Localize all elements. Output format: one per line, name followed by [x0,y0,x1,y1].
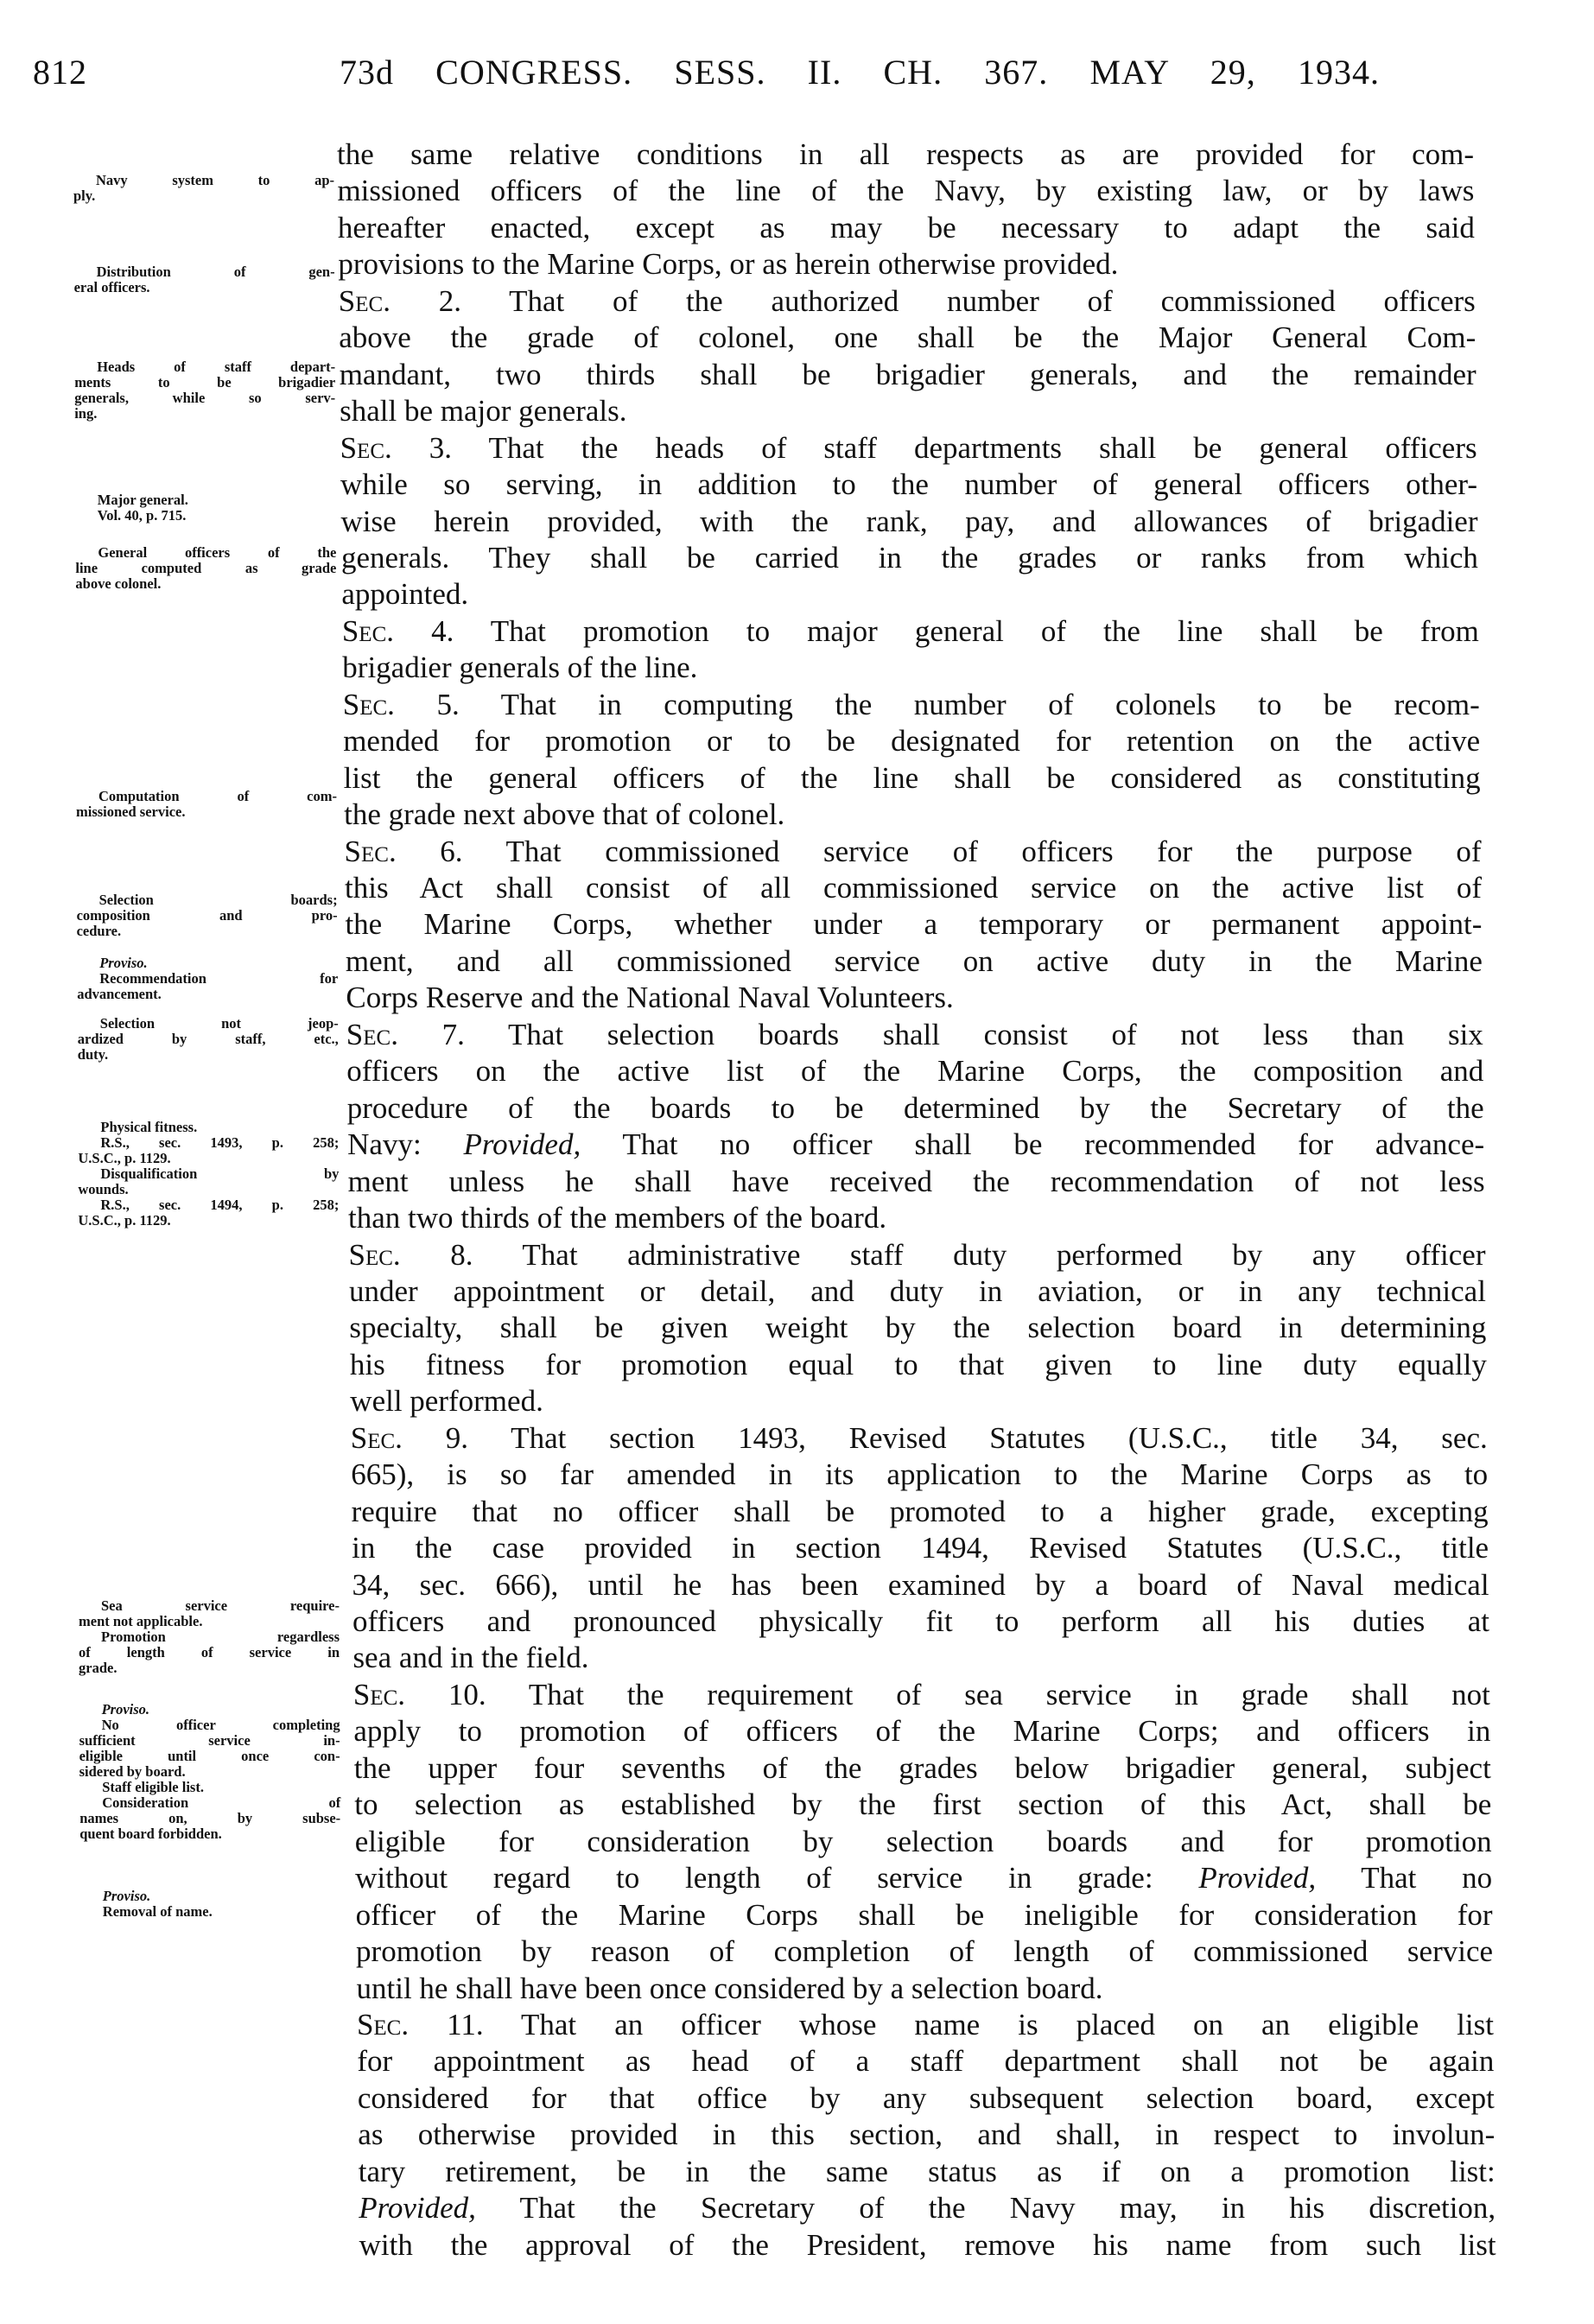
text-run: mandant, two thirds shall be brigadier generals, and the remainder [339,357,1477,391]
body-line [358,2117,1495,2153]
text-run: That the Secretary of the Navy may, in his discretion, [475,2191,1496,2226]
margin-note-line: Major general. [97,492,188,508]
text-run: than two thirds of the members of the board. [348,1201,887,1235]
margin-note-line: R.S., sec. 1494, p. 258; [100,1197,340,1213]
margin-note-line: U.S.C., p. 1129. [78,1150,171,1166]
text-run: That no [1316,1861,1493,1895]
text-run: officers and pronounced physically fit to perform all his duties at [352,1604,1489,1638]
margin-note-line: Vol. 40, p. 715. [97,507,187,524]
margin-note [75,492,336,524]
margin-note-line: Removal of name. [102,1903,213,1920]
text-run: Navy: [347,1127,464,1162]
margin-note-line: generals, while so serv- [74,390,336,406]
margin-note [74,264,335,295]
text-run: require that no officer shall be promoted to a higher grade, excepting [351,1494,1489,1528]
margin-note-line: General officers of the [98,544,337,561]
proviso-text: Provided, [359,2191,476,2226]
section-label: Sec. [352,1677,406,1711]
text-run: 10. That the requirement of sea service in grade shall not [405,1677,1490,1711]
margin-note-line: Disqualification by [100,1165,340,1182]
text-run: while so serving, in addition to the number of general officers other- [340,467,1478,502]
section-label: Sec. [344,834,397,868]
text-run: as otherwise provided in this section, and shall, in respect to involun- [358,2118,1496,2152]
text-run: wise herein provided, with the rank, pay, and allowances of brigadier [340,504,1478,538]
text-run: generals. They shall be carried in the grades or ranks from which [340,540,1478,575]
body-line [351,1420,1488,1457]
margin-note-line: Distribution of gen- [96,264,335,280]
body-line [353,1677,1490,1713]
body-line [338,246,1475,283]
margin-note [73,173,334,204]
text-run: considered for that office by any subsequent selection board, except [357,2080,1495,2115]
body-line [341,576,1478,613]
text-run: procedure of the boards to be determined by the Secretary of the [346,1090,1484,1125]
text-run: the upper four sevenths of the grades below brigadier general, subject [353,1750,1491,1785]
text-run: 3. That the heads of staff departments shall be general officers [391,430,1477,465]
section-label: Sec. [348,1237,401,1272]
body-line [342,650,1479,686]
body-line [346,980,1483,1016]
text-run: 665), is so far amended in its application to the Marine Corps as to [351,1457,1489,1492]
running-head: 73d CONGRESS. SESS. II. CH. 367. MAY 29, 1934. [340,53,1380,92]
margin-note-line: names on, by subse- [79,1810,341,1826]
margin-note [75,545,336,592]
text-run: mended for promotion or to be designated for retention on the active [343,724,1481,759]
section-label: Sec. [356,2007,410,2041]
text-run: until he shall have been once considered by a selection board. [356,1971,1103,2005]
text-run: missioned officers of the line of the Navy, by existing law, or by laws [337,174,1475,208]
margin-note-line: grade. [79,1660,117,1676]
body-line [337,173,1474,209]
text-run: above the grade of colonel, one shall be the Major General Com- [339,321,1477,355]
text-run: without regard to length of service in grade: [355,1861,1199,1895]
body-line [345,870,1482,906]
margin-note-line: Selection boards; [98,892,338,908]
text-run: list the general officers of the line shall be considered as constituting [343,760,1481,795]
margin-note [79,1598,340,1676]
margin-note-line: ing. [74,405,98,422]
margin-note-line: Heads of staff depart- [97,359,336,375]
text-run: officer of the Marine Corps shall be ineligible for consideration for [355,1897,1493,1932]
text-run: the grade next above that of colonel. [344,797,785,832]
body-line [348,1164,1485,1200]
margin-note-line: missioned service. [76,803,186,820]
body-line [346,943,1483,980]
margin-note-line: U.S.C., p. 1129. [78,1212,171,1229]
text-run: well performed. [350,1384,543,1419]
text-run: eligible for consideration by selection boards and for promotion [354,1824,1492,1858]
text-run: 9. That section 1493, Revised Statutes (U.S.C., title 34, sec. [402,1420,1488,1455]
margin-note-line: advancement. [77,986,162,1002]
text-run: under appointment or detail, and duty in aviation, or in any technical [348,1273,1486,1308]
body-line [340,357,1477,393]
text-run: That no officer shall be recommended for advance- [581,1127,1485,1162]
text-run: promotion by reason of completion of length of commissioned service [356,1934,1494,1969]
text-run: Corps Reserve and the National Naval Volunteers. [346,981,954,1015]
body-line [345,834,1482,870]
margin-note-line: R.S., sec. 1493, p. 258; [100,1134,340,1151]
text-run: appointed. [341,577,469,612]
text-run: hereafter enacted, except as may be necessary to adapt the said [337,210,1475,244]
margin-note-line: line computed as grade [75,560,337,576]
margin-note-line: of length of service in [79,1644,340,1660]
text-run: specialty, shall be given weight by the selection board in determining [349,1311,1487,1345]
margin-note-line: wounds. [78,1181,129,1197]
text-run: sea and in the field. [352,1641,589,1675]
text-run: brigadier generals of the line. [342,651,698,685]
body-line [337,137,1474,173]
section-label: Sec. [350,1420,403,1455]
page-number: 812 [33,53,87,92]
body-line [344,797,1481,833]
margin-note-line: ardized by staff, etc., [77,1031,339,1047]
text-run: his fitness for promotion equal to that given to line duty equally [349,1347,1487,1381]
body-line [352,1567,1489,1603]
margin-note-line: cedure. [76,923,122,939]
text-run: 34, sec. 666), until he has been examined by a board of Naval medical [352,1567,1489,1602]
text-run: the Marine Corps, whether under a temporary or permanent appoint- [345,907,1483,942]
body-line [348,1200,1485,1236]
section-label: Sec. [340,430,392,465]
margin-note [79,1702,340,1780]
text-run: with the approval of the President, remove his name from such list [359,2227,1496,2262]
margin-note-line: sufficient service in- [79,1732,340,1749]
body-line [357,1971,1494,2007]
margin-note-line: eligible until once con- [79,1748,340,1764]
text-run: to selection as established by the first section of this Act, shall be [354,1787,1492,1822]
margin-note [77,892,338,939]
text-run: the same relative conditions in all respects as are provided for com- [337,137,1474,171]
text-run: tary retirement, be in the same status as if on a promotion list: [358,2154,1496,2188]
margin-note [77,956,338,1002]
body-line [357,2043,1494,2080]
margin-note-line: composition and pro- [76,907,338,924]
body-line [359,2227,1496,2264]
body-line [355,1860,1492,1896]
text-run: 6. That commissioned service of officers for the purpose of [396,834,1482,868]
body-line [354,1787,1491,1823]
proviso-label: Proviso. [102,1888,151,1904]
body-line [356,1933,1493,1970]
margin-note-line: Consideration of [102,1794,341,1811]
body-line [339,320,1476,356]
text-run: 5. That in computing the number of colonels to be recom- [394,687,1480,721]
margin-note-line: Selection not jeop- [99,1015,339,1032]
text-run: 4. That promotion to major general of the line shall be from [394,613,1479,648]
proviso-text: Provided, [1198,1861,1317,1895]
text-run: 7. That selection boards shall consist of not less than six [397,1017,1483,1051]
margin-note-line: quent board forbidden. [79,1826,222,1842]
text-run: officers on the active list of the Marine Corps, the composition and [346,1054,1484,1089]
margin-note-line: ply. [73,187,96,204]
body-line [349,1237,1486,1273]
margin-note-line: Computation of com- [98,788,337,804]
margin-note-line: ment not applicable. [79,1613,203,1629]
margin-note-line: Physical fitness. [100,1119,198,1135]
proviso-label: Proviso. [101,1701,150,1718]
margin-note [78,1120,339,1229]
body-line [352,1640,1489,1676]
text-run: ment, and all commissioned service on active duty in the Marine [345,943,1483,978]
text-run: shall be major generals. [340,394,627,429]
text-run: 8. That administrative staff duty performed by any officer [400,1237,1486,1272]
body-line [343,723,1480,759]
text-run: in the case provided in section 1494, Revised Statutes (U.S.C., title [352,1531,1489,1565]
body-line [359,2190,1496,2226]
text-run: 11. That an officer whose name is placed on an eligible list [409,2007,1494,2041]
margin-note [80,1889,341,1920]
margin-note [79,1780,340,1842]
body-line [352,1603,1489,1640]
section-label: Sec. [341,613,395,648]
body-line [343,687,1480,723]
body-line [349,1310,1486,1346]
body-line [342,613,1479,650]
body-line [356,1897,1493,1933]
body-line [355,1824,1492,1860]
body-line [351,1457,1488,1493]
body-line [340,467,1477,503]
section-label: Sec. [346,1017,398,1051]
body-line [346,1053,1483,1089]
body-line [359,2154,1496,2190]
margin-note-line: Navy system to ap- [96,172,334,188]
text-run: 2. That of the authorized number of commissioned officers [390,283,1476,318]
body-line [340,393,1477,429]
text-run: ment unless he shall have received the recommendation of not less [347,1164,1485,1198]
body-line [352,1530,1489,1566]
body-line [354,1750,1491,1787]
proviso-text: Provided, [463,1127,581,1162]
body-line [352,1494,1489,1530]
margin-note-line: Recommendation for [99,970,339,987]
body-line [353,1713,1490,1749]
body-line [347,1127,1484,1163]
body-line [339,283,1476,320]
margin-note-line: above colonel. [75,575,162,592]
margin-note-line: eral officers. [73,279,150,295]
body-line [341,504,1478,540]
margin-note-line: Staff eligible list. [102,1779,204,1795]
text-run: apply to promotion of officers of the Marine Corps; and officers in [353,1714,1491,1749]
margin-note-line: sidered by board. [79,1763,186,1780]
body-line [341,540,1478,576]
text-run: provisions to the Marine Corps, or as herein otherwise provided. [338,247,1119,282]
section-label: Sec. [342,687,395,721]
margin-note-line: Sea service require- [101,1597,340,1614]
body-line [346,1017,1483,1053]
proviso-label: Proviso. [99,955,148,971]
margin-note [76,789,337,820]
section-label: Sec. [338,283,391,318]
text-run: for appointment as head of a staff department shall not be again [357,2044,1495,2079]
body-line [350,1383,1487,1419]
margin-note [78,1016,339,1063]
body-line [358,2080,1495,2117]
body-line [357,2007,1494,2043]
body-line [350,1347,1487,1383]
margin-note [74,359,335,422]
text-run: this Act shall consist of all commissioned service on the active list of [345,871,1482,905]
margin-note-line: ments to be brigadier [74,374,336,391]
margin-note-line: Promotion regardless [101,1629,340,1645]
body-line [349,1273,1486,1310]
margin-note-line: No officer completing [101,1717,340,1733]
body-line [344,760,1481,797]
body-line [340,430,1477,467]
margin-note-line: duty. [77,1046,109,1063]
body-line [338,210,1475,246]
body-line [345,906,1482,943]
body-line [347,1090,1484,1127]
